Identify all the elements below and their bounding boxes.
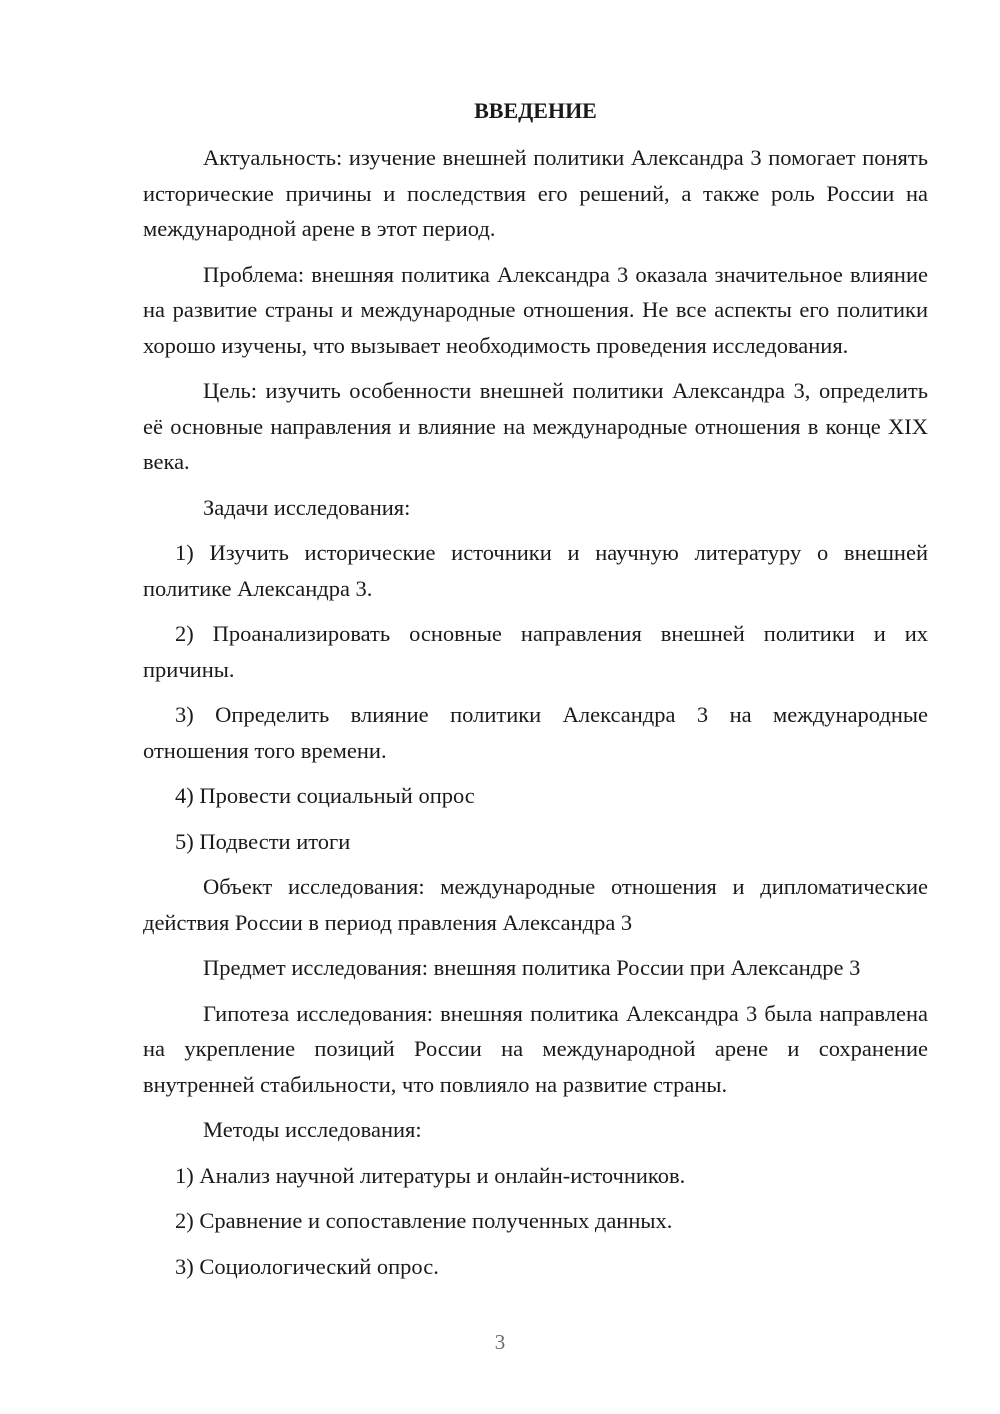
- task-item-5: 5) Подвести итоги: [175, 828, 351, 854]
- methods-title: Методы исследования:: [203, 1117, 422, 1142]
- tasks-title: Задачи исследования:: [203, 494, 411, 520]
- method-item-1: 1) Анализ научной литературы и онлайн-источников.: [175, 1162, 686, 1188]
- task-item-3: 3) Определить влияние политики Александра 3 на международные отношения того времени.: [143, 702, 928, 763]
- hypothesis-paragraph: Гипотеза исследования: внешняя политика Александра 3 была направлена на укрепление позиций России на международной арене и сохранение внутренней стабильности, что повлияло на развитие страны.: [143, 1000, 928, 1097]
- task-item-4: 4) Провести социальный опрос: [175, 783, 475, 808]
- section-heading: ВВЕДЕНИЕ: [474, 98, 597, 123]
- method-item-2: 2) Сравнение и сопоставление полученных данных.: [175, 1208, 673, 1233]
- subject-paragraph: Предмет исследования: внешняя политика России при Александре 3: [203, 955, 861, 980]
- relevance-paragraph: Актуальность: изучение внешней политики Александра 3 помогает понять исторические причины и последствия его решений, а также роль России на международной арене в этот период.: [143, 145, 928, 241]
- method-item-3: 3) Социологический опрос.: [175, 1253, 439, 1279]
- task-item-2: 2) Проанализировать основные направления внешней политики и их причины.: [143, 621, 928, 682]
- goal-paragraph: Цель: изучить особенности внешней политики Александра 3, определить её основные направления и влияние на международные отношения в конце XIX века.: [143, 378, 928, 474]
- document-page: [143, 94, 928, 1294]
- task-item-1: 1) Изучить исторические источники и научную литературу о внешней политике Александра 3.: [143, 540, 928, 601]
- problem-paragraph: Проблема: внешняя политика Александра 3 оказала значительное влияние на развитие страны и международные отношения. Не все аспекты его политики хорошо изучены, что вызывает необходимость проведения исследования.: [143, 261, 928, 358]
- object-paragraph: Объект исследования: международные отношения и дипломатические действия России в период правления Александра 3: [143, 874, 928, 935]
- page-number: 3: [494, 1330, 506, 1354]
